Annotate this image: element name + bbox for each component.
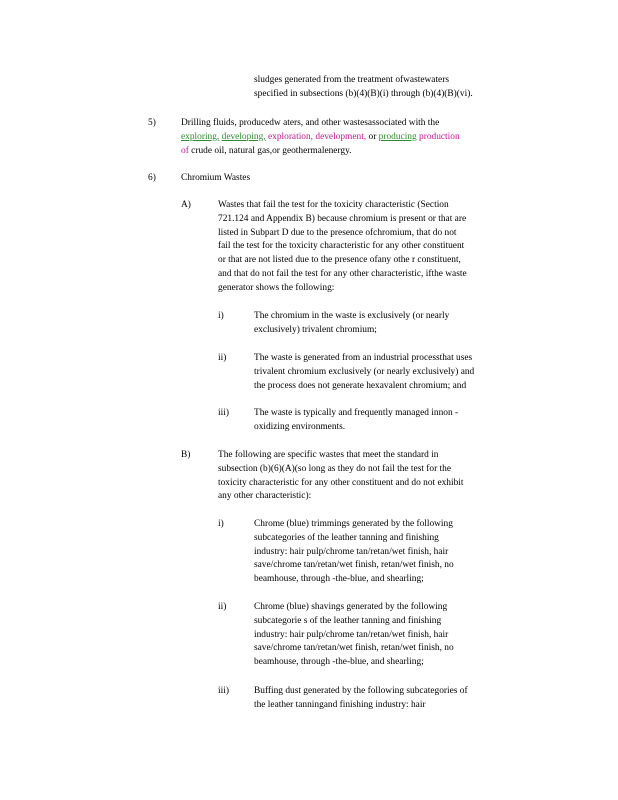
item-5-paragraph — [181, 117, 541, 158]
text-line: subcategorie s of the leather tanning and finishing — [254, 615, 442, 626]
inserted-text: exploration, — [267, 131, 314, 142]
text-line: industry: hair pulp/chrome tan/retan/wet finish, hair — [254, 546, 449, 557]
text-line: Drilling fluids, producedw aters, and other wastesassociated with the — [181, 118, 440, 128]
text-line: Chrome (blue) trimmings generated by the following — [254, 519, 453, 529]
text-line: oxidizing environments. — [254, 421, 346, 432]
item-number: 6) — [148, 173, 156, 183]
clause-paragraph — [254, 518, 544, 587]
subsection-a-paragraph — [218, 199, 538, 296]
clause-paragraph — [254, 407, 544, 435]
item-6-title: Chromium Wastes — [181, 173, 251, 183]
text-line: subcategories of the leather tanning and finishing — [254, 532, 439, 543]
text-line: the leather tanningand finishing industry: hair — [254, 699, 426, 710]
inserted-text: exploring, — [181, 131, 220, 142]
subsection-b-paragraph — [218, 449, 538, 504]
text-line: specified in subsections (b)(4)(B)(i) through (b)(4)(B)(vi). — [254, 88, 473, 99]
clause-label: i) — [218, 519, 224, 529]
clause-paragraph — [254, 685, 544, 713]
text-line: the process does not generate hexavalent chromium; and — [254, 380, 467, 391]
text-line: industry: hair pulp/chrome tan/retan/wet finish, hair — [254, 629, 449, 640]
text-line: The waste is typically and frequently managed innon - — [254, 408, 459, 418]
text-line: Buffing dust generated by the following subcategories of — [254, 686, 468, 696]
text-line: fail the test for the toxicity characteristic for any other constituent — [218, 241, 465, 252]
inserted-text: production — [419, 131, 460, 142]
inserted-text: development, — [315, 131, 367, 142]
text-run: crude oil, natural gas,or geothermalenergy. — [191, 145, 352, 156]
clause-label: i) — [218, 311, 224, 321]
subsection-label: B) — [181, 450, 191, 460]
text-run: or — [368, 131, 377, 142]
clause-paragraph — [254, 310, 544, 338]
text-line: The waste is generated from an industrial processthat uses — [254, 353, 473, 363]
text-line: toxicity characteristic for any other constituent and do not exhibit — [218, 477, 464, 488]
text-line: save/chrome tan/retan/wet finish, retan/wet finish, no — [254, 560, 454, 571]
item-number: 5) — [148, 118, 156, 128]
text-line: beamhouse, through -the-blue, and shearling; — [254, 657, 424, 668]
subsection-label: A) — [181, 200, 191, 210]
text-line: The chromium in the waste is exclusively (or nearly — [254, 311, 450, 321]
inserted-text: producing — [378, 131, 417, 142]
clause-paragraph — [254, 601, 544, 670]
text-line: 721.124 and Appendix B) because chromium is present or that are — [218, 213, 467, 224]
text-line: sludges generated from the treatment ofwastewaters — [254, 75, 449, 85]
text-line: subsection (b)(6)(A)(so long as they do not fail the test for the — [218, 463, 452, 474]
clause-label: iii) — [218, 408, 229, 418]
clause-label: ii) — [218, 353, 227, 363]
clause-label: ii) — [218, 602, 227, 612]
text-line: Wastes that fail the test for the toxicity characteristic (Section — [218, 200, 449, 210]
text-line: trivalent chromium exclusively (or nearly exclusively) and — [254, 366, 475, 377]
text-line — [181, 145, 541, 159]
text-line: listed in Subpart D due to the presence ofchromium, that do not — [218, 227, 457, 238]
text-line: exclusively) trivalent chromium; — [254, 324, 377, 335]
text-line: beamhouse, through -the-blue, and shearling; — [254, 574, 424, 585]
inserted-text: developing, — [221, 131, 266, 142]
text-line: or that are not listed due to the presence ofany othe r constituent, — [218, 255, 461, 266]
text-line: save/chrome tan/retan/wet finish, retan/wet finish, no — [254, 643, 454, 654]
text-line: generator shows the following: — [218, 282, 335, 293]
text-line: Chrome (blue) shavings generated by the following — [254, 602, 448, 612]
text-line: The following are specific wastes that meet the standard in — [218, 450, 439, 460]
text-line — [181, 131, 541, 145]
continuation-paragraph — [254, 74, 544, 102]
text-line: any other characteristic): — [218, 491, 312, 502]
clause-label: iii) — [218, 686, 229, 696]
inserted-text: of — [181, 145, 189, 156]
clause-paragraph — [254, 352, 544, 393]
text-line: and that do not fail the test for any other characteristic, ifthe waste — [218, 268, 467, 279]
